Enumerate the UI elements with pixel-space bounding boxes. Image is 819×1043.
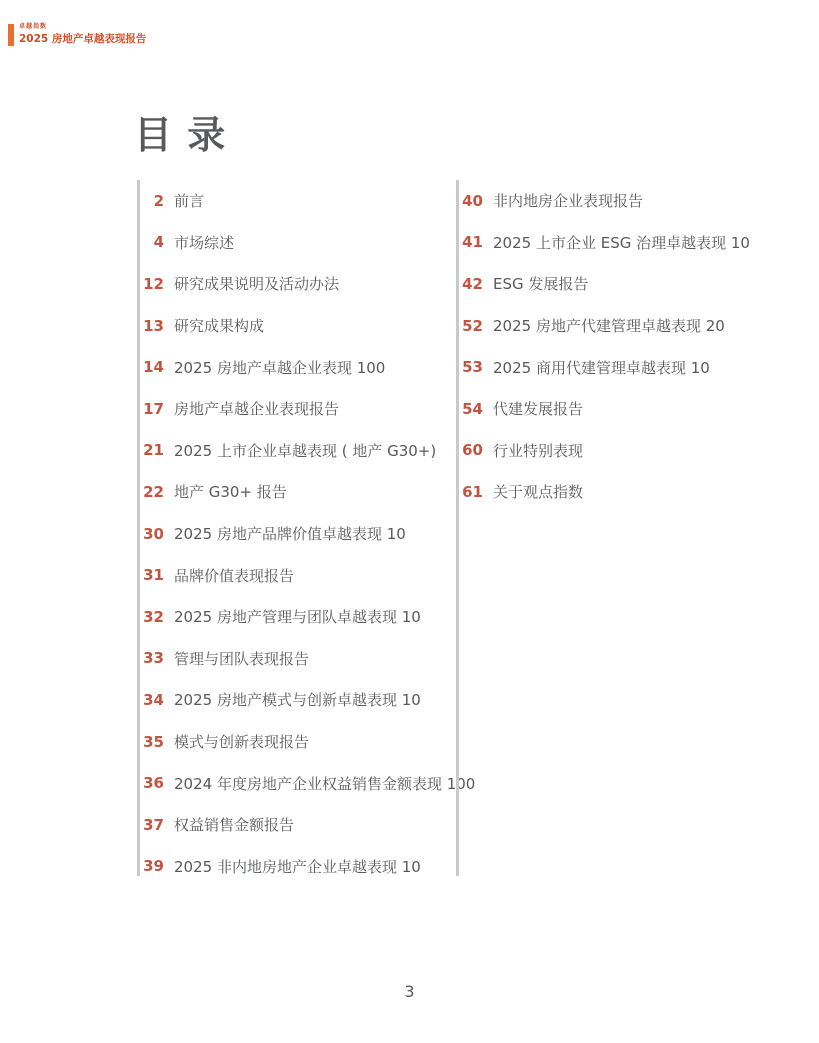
brand-title: 2025 房地产卓越表现报告	[19, 33, 147, 46]
toc-entry-page-number: 36	[143, 774, 164, 793]
toc-entry-label: 模式与创新表现报告	[174, 733, 310, 752]
toc-entry-page-number: 31	[143, 566, 164, 585]
toc-entry-page-number: 12	[143, 274, 164, 293]
toc-entry-page-number: 33	[143, 649, 164, 668]
toc-entry-label: 2025 上市企业卓越表现 ( 地产 G30+)	[174, 441, 437, 460]
toc-entry-label: 市场综述	[174, 233, 235, 252]
toc-entry-page-number: 2	[153, 191, 164, 210]
toc-entry-label: 2025 非内地房地产企业卓越表现 10	[174, 857, 421, 876]
toc-entry-page-number: 39	[143, 857, 164, 876]
toc-entry-page-number: 54	[462, 399, 483, 418]
toc-entry	[140, 305, 456, 347]
toc-entry	[140, 388, 456, 430]
toc-entry-label: 2024 年度房地产企业权益销售金额表现 100	[174, 774, 476, 793]
toc-entry-label: 地产 G30+ 报告	[174, 483, 287, 502]
toc-entry-label: 前言	[174, 192, 205, 211]
toc-container	[137, 180, 775, 876]
toc-entry	[140, 180, 456, 222]
toc-entry	[140, 679, 456, 721]
toc-entry-label: 代建发展报告	[493, 400, 584, 419]
toc-entry-page-number: 60	[462, 441, 483, 460]
toc-entry	[459, 471, 775, 513]
toc-entry-page-number: 22	[143, 482, 164, 501]
toc-entry-label: 2025 房地产卓越企业表现 100	[174, 358, 386, 377]
toc-entry-label: 房地产卓越企业表现报告	[174, 400, 340, 419]
toc-entry-page-number: 61	[462, 482, 483, 501]
toc-entry-page-number: 42	[462, 274, 483, 293]
toc-entry-label: 管理与团队表现报告	[174, 649, 310, 668]
brand-accent-bar	[8, 24, 14, 46]
toc-entry-page-number: 34	[143, 690, 164, 709]
toc-entry	[140, 430, 456, 472]
toc-entry-label: 权益销售金额报告	[174, 816, 295, 835]
toc-entry-page-number: 14	[143, 358, 164, 377]
toc-entry-label: 行业特别表现	[493, 441, 584, 460]
toc-entry-label: 2025 房地产管理与团队卓越表现 10	[174, 608, 421, 627]
toc-entry-page-number: 40	[462, 191, 483, 210]
toc-entry-label: 品牌价值表现报告	[174, 566, 295, 585]
toc-entry	[459, 388, 775, 430]
toc-entry-page-number: 30	[143, 524, 164, 543]
toc-entry-page-number: 13	[143, 316, 164, 335]
toc-entry-label: 2025 上市企业 ESG 治理卓越表现 10	[493, 233, 750, 252]
toc-entry	[459, 263, 775, 305]
toc-entry	[140, 721, 456, 763]
toc-entry	[459, 430, 775, 472]
toc-entry	[140, 638, 456, 680]
toc-entry	[140, 263, 456, 305]
toc-entry-page-number: 52	[462, 316, 483, 335]
toc-entry-label: 非内地房企业表现报告	[493, 192, 644, 211]
brand-text-block	[19, 24, 146, 46]
toc-entry	[140, 471, 456, 513]
toc-page-title: 目 录	[134, 113, 227, 157]
toc-entry	[459, 222, 775, 264]
toc-entry-label: 研究成果构成	[174, 317, 265, 336]
toc-entry	[140, 513, 456, 555]
toc-entry-label: ESG 发展报告	[493, 275, 589, 294]
toc-entry-page-number: 53	[462, 358, 483, 377]
toc-entry-label: 2025 商用代建管理卓越表现 10	[493, 358, 710, 377]
toc-entry-page-number: 41	[462, 233, 483, 252]
toc-entry	[140, 554, 456, 596]
toc-entry-label: 2025 房地产模式与创新卓越表现 10	[174, 691, 421, 710]
toc-entry	[140, 222, 456, 264]
toc-entry-label: 关于观点指数	[493, 483, 584, 502]
brand-tagline: 卓越指数	[19, 23, 48, 30]
toc-entry-page-number: 17	[143, 399, 164, 418]
toc-entry	[140, 846, 456, 888]
toc-entry	[459, 180, 775, 222]
toc-column-right	[456, 180, 775, 876]
toc-entry-label: 研究成果说明及活动办法	[174, 275, 340, 294]
page-number: 3	[404, 982, 415, 1001]
toc-entry	[140, 346, 456, 388]
toc-entry	[140, 762, 476, 804]
toc-entry-label: 2025 房地产代建管理卓越表现 20	[493, 317, 725, 336]
toc-entry-page-number: 21	[143, 441, 164, 460]
toc-entry	[459, 346, 775, 388]
brand-logo	[8, 24, 146, 46]
toc-entry	[140, 804, 456, 846]
toc-entry	[459, 305, 775, 347]
toc-entry-page-number: 37	[143, 815, 164, 834]
toc-entry-page-number: 32	[143, 607, 164, 626]
toc-entry-label: 2025 房地产品牌价值卓越表现 10	[174, 525, 406, 544]
toc-entry	[140, 596, 456, 638]
toc-entry-page-number: 35	[143, 732, 164, 751]
toc-entry-page-number: 4	[153, 233, 164, 252]
